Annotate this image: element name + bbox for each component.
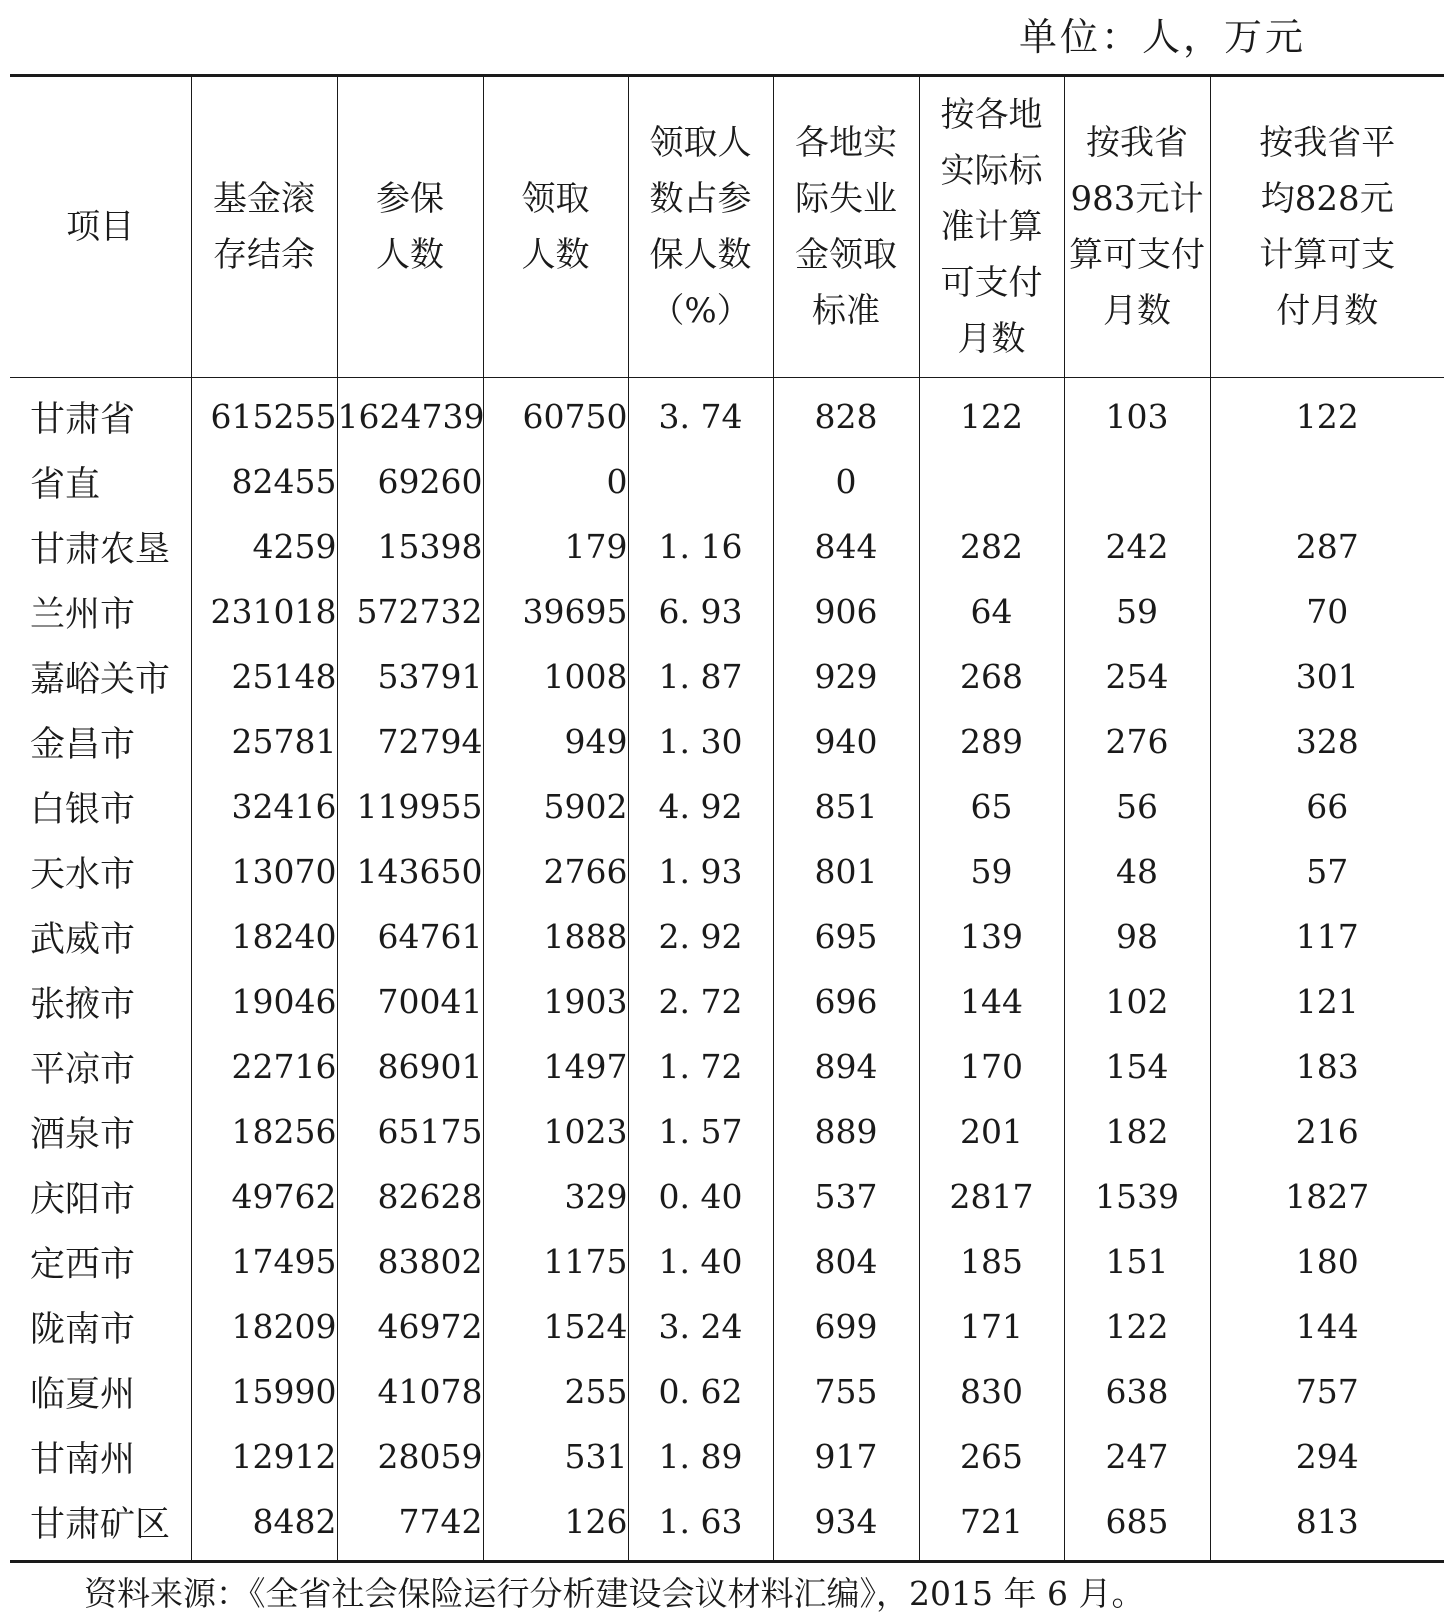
months-828-cell: 121 <box>1210 969 1444 1034</box>
region-cell: 定西市 <box>30 1244 136 1285</box>
months-828-cell: 180 <box>1210 1229 1444 1294</box>
standard-cell: 804 <box>773 1229 919 1294</box>
insured-count-cell: 41078 <box>337 1359 483 1424</box>
months-local-cell <box>919 449 1064 514</box>
fund-balance-cell: 231018 <box>191 579 337 644</box>
ratio-cell: 2. 72 <box>628 969 773 1034</box>
region-cell: 陇南市 <box>30 1309 136 1350</box>
recipient-count-cell: 1524 <box>483 1294 628 1359</box>
ratio-cell: 6. 93 <box>628 579 773 644</box>
recipient-count-cell: 179 <box>483 514 628 579</box>
months-828-cell: 294 <box>1210 1424 1444 1489</box>
header-item: 项目 <box>10 76 191 378</box>
fund-balance-cell: 32416 <box>191 774 337 839</box>
fund-balance-cell: 12912 <box>191 1424 337 1489</box>
unit-label: 单位：人，万元 <box>1018 15 1306 59</box>
table-row <box>10 774 1444 839</box>
months-local-cell: 139 <box>919 904 1064 969</box>
months-983-cell: 48 <box>1064 839 1210 904</box>
region-cell: 金昌市 <box>30 724 136 765</box>
months-983-cell: 56 <box>1064 774 1210 839</box>
months-983-cell: 685 <box>1064 1489 1210 1562</box>
header-months-local: 按各地实际标准计算可支付月数 <box>919 76 1064 378</box>
ratio-cell: 1. 57 <box>628 1099 773 1164</box>
months-local-cell: 59 <box>919 839 1064 904</box>
months-local-cell: 265 <box>919 1424 1064 1489</box>
months-983-cell <box>1064 449 1210 514</box>
standard-cell: 851 <box>773 774 919 839</box>
standard-cell: 828 <box>773 378 919 450</box>
recipient-count-cell: 1008 <box>483 644 628 709</box>
standard-cell: 844 <box>773 514 919 579</box>
table-row <box>10 709 1444 774</box>
region-cell: 酒泉市 <box>30 1114 136 1155</box>
insured-count-cell: 72794 <box>337 709 483 774</box>
months-local-cell: 144 <box>919 969 1064 1034</box>
header-row <box>10 76 1444 378</box>
fund-balance-cell: 15990 <box>191 1359 337 1424</box>
region-cell: 平凉市 <box>30 1049 136 1090</box>
months-983-cell: 103 <box>1064 378 1210 450</box>
table-row <box>10 969 1444 1034</box>
insured-count-cell: 1624739 <box>337 378 483 450</box>
recipient-count-cell: 1497 <box>483 1034 628 1099</box>
recipient-count-cell: 5902 <box>483 774 628 839</box>
standard-cell: 699 <box>773 1294 919 1359</box>
region-cell: 甘肃矿区 <box>30 1504 171 1545</box>
recipient-count-cell: 329 <box>483 1164 628 1229</box>
header-months-983: 按我省983元计算可支付月数 <box>1064 76 1210 378</box>
months-983-cell: 59 <box>1064 579 1210 644</box>
months-983-cell: 247 <box>1064 1424 1210 1489</box>
header-recipients: 领取人数 <box>483 76 628 378</box>
recipient-count-cell: 2766 <box>483 839 628 904</box>
fund-balance-cell: 4259 <box>191 514 337 579</box>
region-cell: 庆阳市 <box>30 1179 136 1220</box>
standard-cell: 537 <box>773 1164 919 1229</box>
standard-cell: 0 <box>773 449 919 514</box>
fund-balance-cell: 49762 <box>191 1164 337 1229</box>
header-insured: 参保人数 <box>337 76 483 378</box>
table-row <box>10 579 1444 644</box>
months-828-cell: 216 <box>1210 1099 1444 1164</box>
ratio-cell: 3. 24 <box>628 1294 773 1359</box>
insured-count-cell: 53791 <box>337 644 483 709</box>
table-row <box>10 1229 1444 1294</box>
ratio-cell <box>628 449 773 514</box>
recipient-count-cell: 1175 <box>483 1229 628 1294</box>
months-828-cell: 813 <box>1210 1489 1444 1562</box>
months-983-cell: 154 <box>1064 1034 1210 1099</box>
region-cell: 嘉峪关市 <box>30 659 171 700</box>
ratio-cell: 1. 30 <box>628 709 773 774</box>
header-standard: 各地实际失业金领取标准 <box>773 76 919 378</box>
months-local-cell: 65 <box>919 774 1064 839</box>
months-828-cell: 183 <box>1210 1034 1444 1099</box>
ratio-cell: 1. 87 <box>628 644 773 709</box>
recipient-count-cell: 39695 <box>483 579 628 644</box>
table-row <box>10 514 1444 579</box>
months-local-cell: 170 <box>919 1034 1064 1099</box>
insured-count-cell: 15398 <box>337 514 483 579</box>
months-828-cell: 287 <box>1210 514 1444 579</box>
insured-count-cell: 86901 <box>337 1034 483 1099</box>
standard-cell: 940 <box>773 709 919 774</box>
ratio-cell: 1. 16 <box>628 514 773 579</box>
months-828-cell: 328 <box>1210 709 1444 774</box>
region-cell: 省直 <box>30 464 101 505</box>
table-row <box>10 1034 1444 1099</box>
recipient-count-cell: 126 <box>483 1489 628 1562</box>
ratio-cell: 0. 62 <box>628 1359 773 1424</box>
region-cell: 甘肃农垦 <box>30 529 171 570</box>
months-local-cell: 122 <box>919 378 1064 450</box>
standard-cell: 801 <box>773 839 919 904</box>
insured-count-cell: 7742 <box>337 1489 483 1562</box>
ratio-cell: 1. 93 <box>628 839 773 904</box>
ratio-cell: 2. 92 <box>628 904 773 969</box>
recipient-count-cell: 0 <box>483 449 628 514</box>
fund-balance-cell: 18240 <box>191 904 337 969</box>
region-cell: 张掖市 <box>30 984 136 1025</box>
months-828-cell: 144 <box>1210 1294 1444 1359</box>
region-cell: 临夏州 <box>30 1374 136 1415</box>
region-cell: 天水市 <box>30 854 136 895</box>
ratio-cell: 0. 40 <box>628 1164 773 1229</box>
header-fund-balance: 基金滚存结余 <box>191 76 337 378</box>
months-local-cell: 268 <box>919 644 1064 709</box>
months-828-cell: 301 <box>1210 644 1444 709</box>
table-row <box>10 449 1444 514</box>
standard-cell: 696 <box>773 969 919 1034</box>
months-local-cell: 721 <box>919 1489 1064 1562</box>
months-983-cell: 1539 <box>1064 1164 1210 1229</box>
months-local-cell: 830 <box>919 1359 1064 1424</box>
months-983-cell: 638 <box>1064 1359 1210 1424</box>
region-cell: 甘肃省 <box>30 399 136 440</box>
source-note: 资料来源：《全省社会保险运行分析建设会议材料汇编》，2015 年 6 月。 <box>84 1574 1145 1613</box>
recipient-count-cell: 255 <box>483 1359 628 1424</box>
insured-count-cell: 69260 <box>337 449 483 514</box>
fund-balance-cell: 22716 <box>191 1034 337 1099</box>
region-cell: 甘南州 <box>30 1439 136 1480</box>
recipient-count-cell: 531 <box>483 1424 628 1489</box>
months-local-cell: 185 <box>919 1229 1064 1294</box>
recipient-count-cell: 949 <box>483 709 628 774</box>
fund-balance-cell: 25781 <box>191 709 337 774</box>
standard-cell: 889 <box>773 1099 919 1164</box>
months-828-cell: 117 <box>1210 904 1444 969</box>
months-local-cell: 201 <box>919 1099 1064 1164</box>
months-828-cell <box>1210 449 1444 514</box>
table-row <box>10 1489 1444 1562</box>
months-983-cell: 276 <box>1064 709 1210 774</box>
region-cell: 兰州市 <box>30 594 136 635</box>
months-local-cell: 289 <box>919 709 1064 774</box>
fund-balance-cell: 18209 <box>191 1294 337 1359</box>
fund-balance-cell: 13070 <box>191 839 337 904</box>
months-828-cell: 1827 <box>1210 1164 1444 1229</box>
months-828-cell: 757 <box>1210 1359 1444 1424</box>
data-table <box>10 74 1444 1563</box>
ratio-cell: 1. 40 <box>628 1229 773 1294</box>
insured-count-cell: 28059 <box>337 1424 483 1489</box>
ratio-cell: 3. 74 <box>628 378 773 450</box>
insured-count-cell: 119955 <box>337 774 483 839</box>
table-row <box>10 1359 1444 1424</box>
insured-count-cell: 46972 <box>337 1294 483 1359</box>
ratio-cell: 1. 63 <box>628 1489 773 1562</box>
months-local-cell: 64 <box>919 579 1064 644</box>
ratio-cell: 1. 72 <box>628 1034 773 1099</box>
fund-balance-cell: 17495 <box>191 1229 337 1294</box>
standard-cell: 906 <box>773 579 919 644</box>
insured-count-cell: 64761 <box>337 904 483 969</box>
header-ratio: 领取人数占参保人数（%） <box>628 76 773 378</box>
ratio-cell: 4. 92 <box>628 774 773 839</box>
fund-balance-cell: 8482 <box>191 1489 337 1562</box>
region-cell: 武威市 <box>30 919 136 960</box>
months-983-cell: 122 <box>1064 1294 1210 1359</box>
months-local-cell: 171 <box>919 1294 1064 1359</box>
months-983-cell: 254 <box>1064 644 1210 709</box>
months-828-cell: 57 <box>1210 839 1444 904</box>
months-828-cell: 66 <box>1210 774 1444 839</box>
recipient-count-cell: 1888 <box>483 904 628 969</box>
standard-cell: 695 <box>773 904 919 969</box>
fund-balance-cell: 82455 <box>191 449 337 514</box>
months-local-cell: 282 <box>919 514 1064 579</box>
months-828-cell: 70 <box>1210 579 1444 644</box>
insured-count-cell: 572732 <box>337 579 483 644</box>
months-828-cell: 122 <box>1210 378 1444 450</box>
table-row <box>10 1294 1444 1359</box>
region-cell: 白银市 <box>30 789 136 830</box>
table-row <box>10 904 1444 969</box>
standard-cell: 755 <box>773 1359 919 1424</box>
table-row <box>10 839 1444 904</box>
insured-count-cell: 143650 <box>337 839 483 904</box>
table-row <box>10 1424 1444 1489</box>
table-row <box>10 644 1444 709</box>
standard-cell: 929 <box>773 644 919 709</box>
recipient-count-cell: 1023 <box>483 1099 628 1164</box>
months-local-cell: 2817 <box>919 1164 1064 1229</box>
standard-cell: 917 <box>773 1424 919 1489</box>
standard-cell: 894 <box>773 1034 919 1099</box>
table-row <box>10 378 1444 450</box>
months-983-cell: 102 <box>1064 969 1210 1034</box>
fund-balance-cell: 25148 <box>191 644 337 709</box>
insured-count-cell: 70041 <box>337 969 483 1034</box>
insured-count-cell: 65175 <box>337 1099 483 1164</box>
table-row <box>10 1099 1444 1164</box>
fund-balance-cell: 19046 <box>191 969 337 1034</box>
recipient-count-cell: 60750 <box>483 378 628 450</box>
table-row <box>10 1164 1444 1229</box>
insured-count-cell: 82628 <box>337 1164 483 1229</box>
ratio-cell: 1. 89 <box>628 1424 773 1489</box>
standard-cell: 934 <box>773 1489 919 1562</box>
months-983-cell: 242 <box>1064 514 1210 579</box>
recipient-count-cell: 1903 <box>483 969 628 1034</box>
months-983-cell: 98 <box>1064 904 1210 969</box>
insured-count-cell: 83802 <box>337 1229 483 1294</box>
months-983-cell: 151 <box>1064 1229 1210 1294</box>
header-months-828: 按我省平均828元计算可支付月数 <box>1210 76 1444 378</box>
fund-balance-cell: 615255 <box>191 378 337 450</box>
fund-balance-cell: 18256 <box>191 1099 337 1164</box>
months-983-cell: 182 <box>1064 1099 1210 1164</box>
